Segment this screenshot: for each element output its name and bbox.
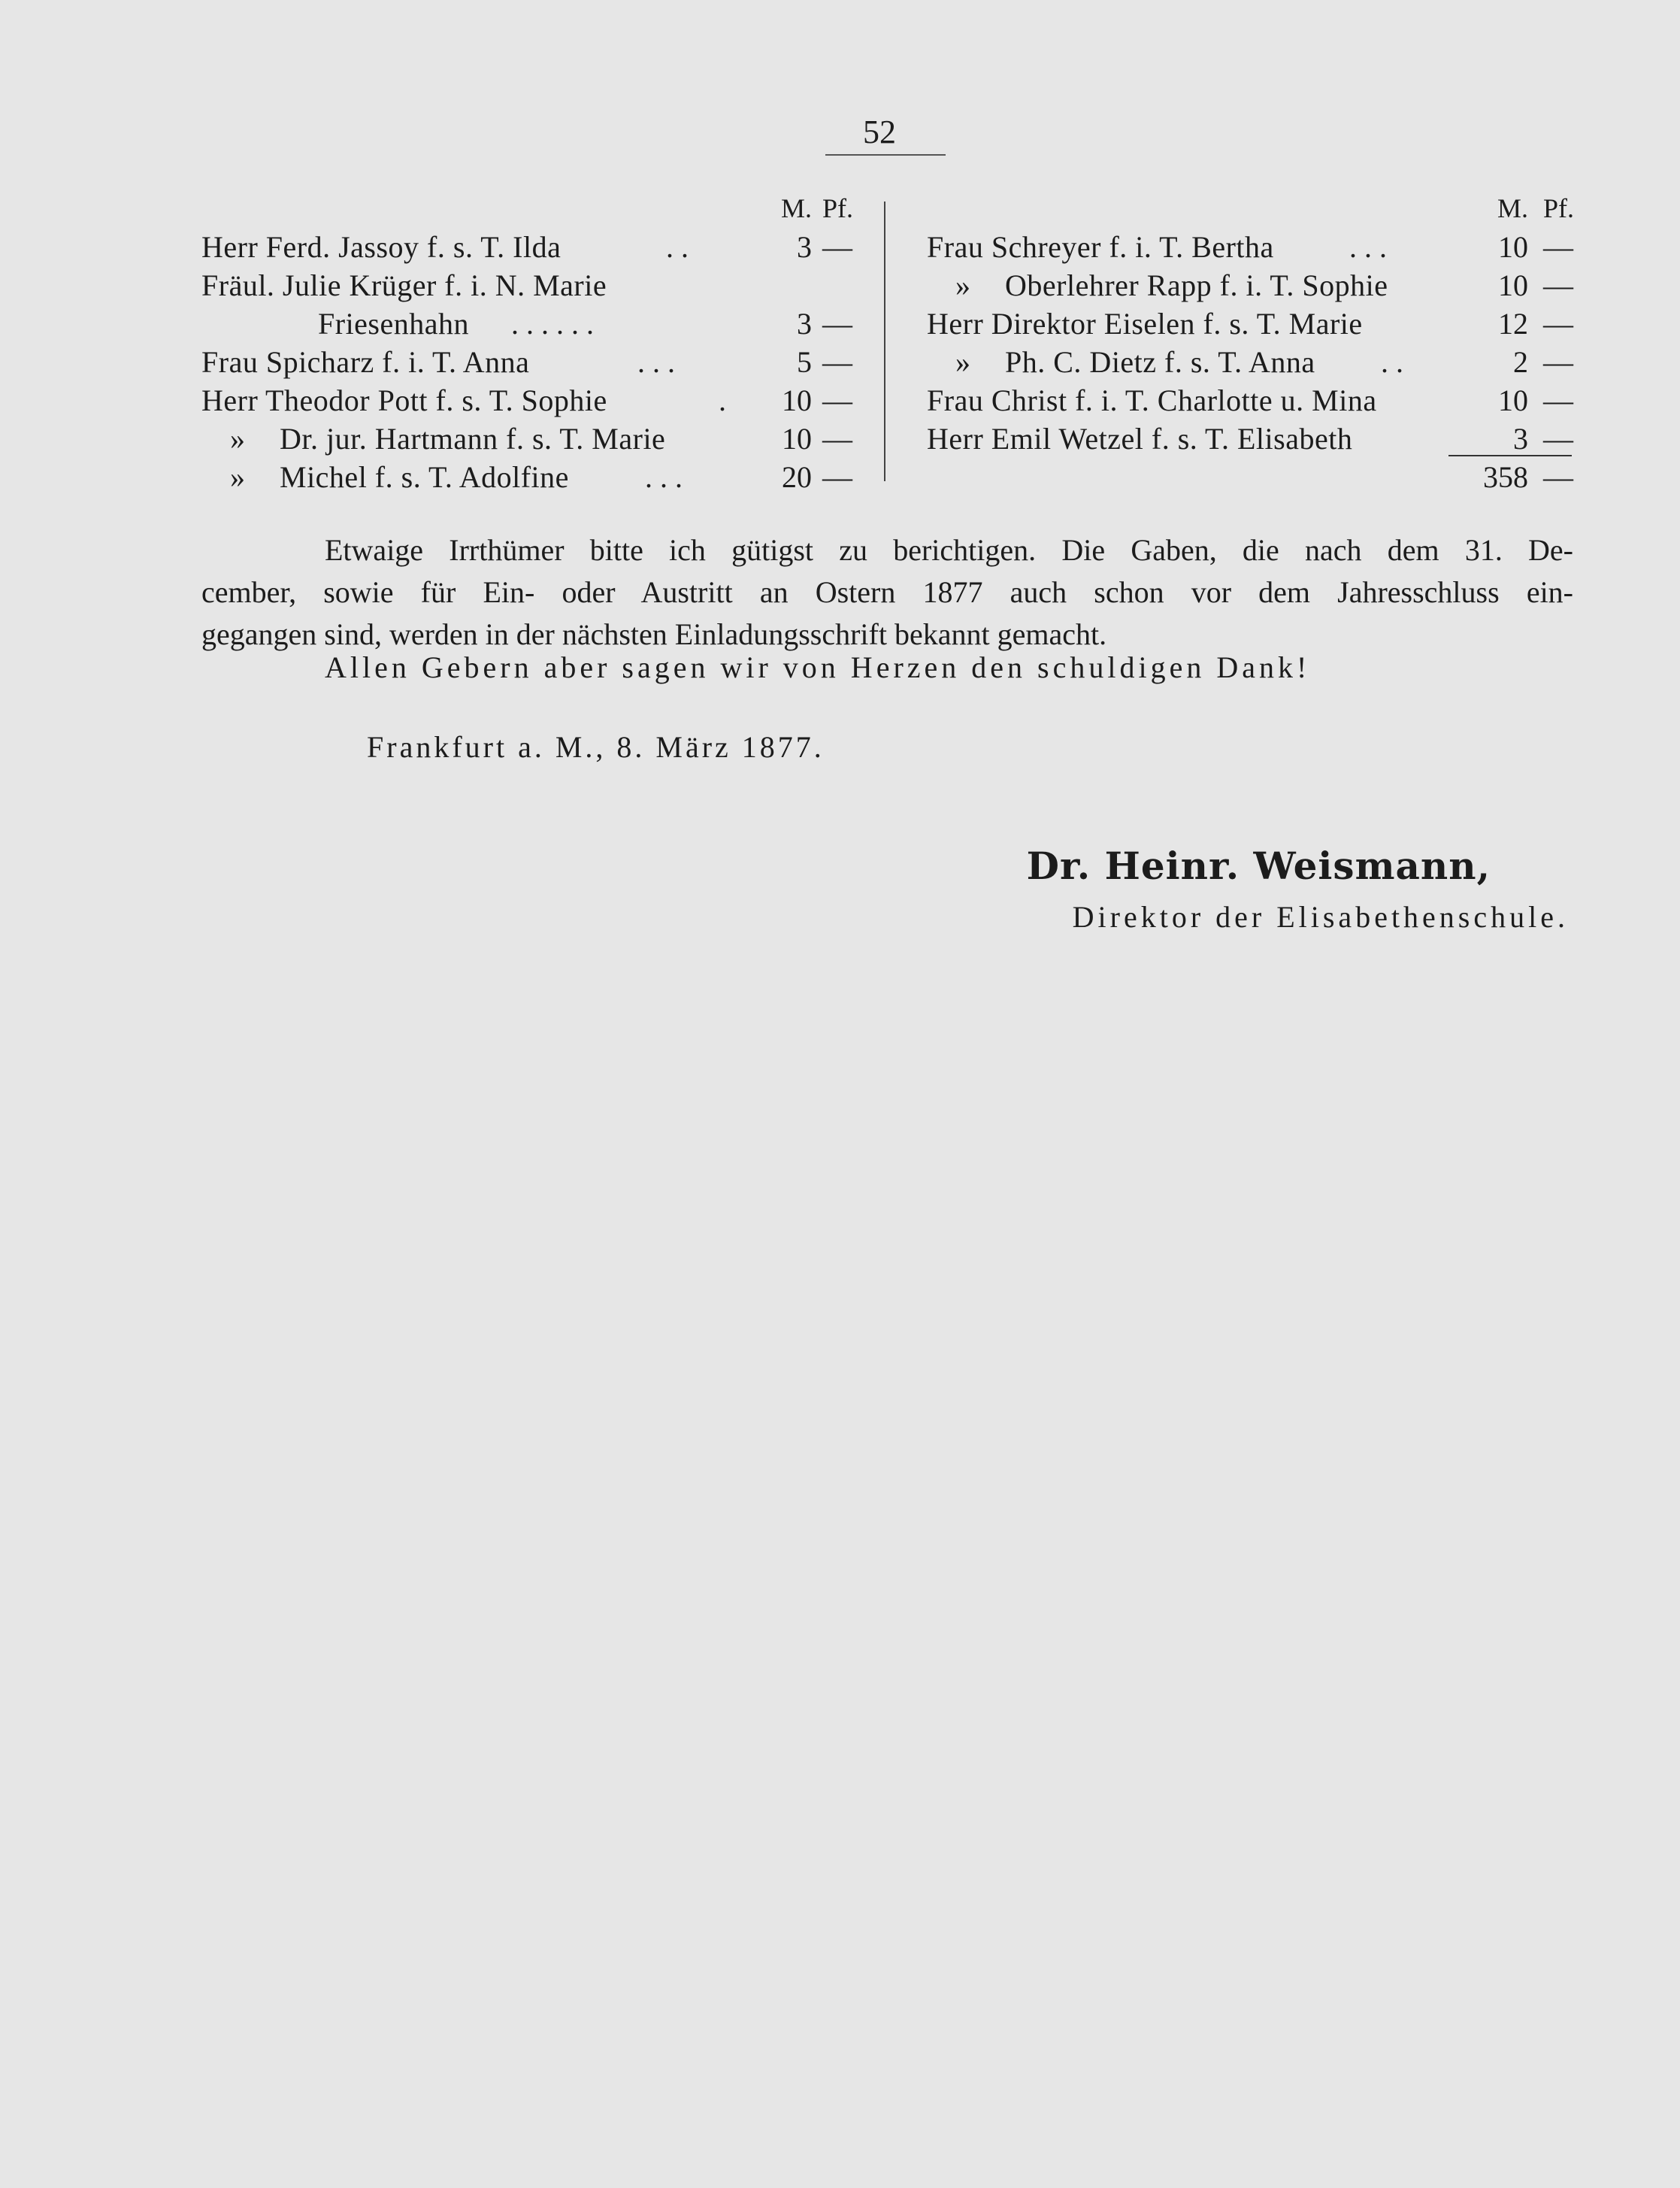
amount-m: 5 [797,345,812,379]
leader-dots: . . . . . . [511,307,594,341]
amount-m: 10 [782,383,812,417]
dateline: Frankfurt a. M., 8. März 1877. [367,730,825,764]
page-number-rule [825,154,946,156]
amount-m: 3 [1513,422,1528,456]
donor-name: Herr Direktor Eiselen f. s. T. Marie [927,307,1363,341]
amount-pf: — [1543,268,1573,302]
page-number: 52 [863,114,896,150]
ditto-mark: » [230,422,246,456]
notice-line: gegangen sind, werden in der nächsten Einladungsschrift bekannt gemacht. [201,617,1107,651]
list-item [927,228,1573,266]
header-pf: Pf. [1543,193,1575,223]
donor-name: Herr Emil Wetzel f. s. T. Elisabeth [927,422,1353,456]
header-m: M. [1497,193,1528,223]
amount-pf: — [822,460,852,494]
list-item [927,343,1573,381]
amount-m: 3 [797,230,812,264]
amount-m: 10 [1498,230,1528,264]
donor-name: Oberlehrer Rapp f. i. T. Sophie [1005,268,1388,302]
amount-pf: — [1543,307,1573,341]
amount-pf: — [1543,383,1573,417]
amount-pf: — [822,383,852,417]
amount-m: 3 [797,307,812,341]
donor-name: Frau Schreyer f. i. T. Bertha [927,230,1274,264]
column-header [201,189,854,228]
total-m: 358 [1483,460,1528,494]
list-item [201,458,852,496]
signature-title: Direktor der Elisabethenschule. [1072,900,1569,934]
leader-dots: . . . [1349,230,1387,264]
list-item [201,381,852,420]
amount-m: 12 [1498,307,1528,341]
ditto-mark: » [955,268,971,302]
right-column [927,189,1573,496]
list-item [201,266,849,305]
amount-pf: — [822,230,852,264]
signature-name: Dr. Heinr. Weismann, [1026,844,1491,888]
donor-name: Herr Theodor Pott f. s. T. Sophie [201,383,607,417]
left-column [201,189,854,496]
sum-rule [1448,455,1572,456]
ditto-mark: » [955,345,971,379]
amount-pf: — [1543,230,1573,264]
list-item [927,420,1573,458]
amount-pf: — [1543,422,1573,456]
donor-name: Herr Ferd. Jassoy f. s. T. Ilda [201,230,562,264]
leader-dots: . . . [637,345,675,379]
column-header [927,189,1573,228]
notice-line: cember, sowie für Ein- oder Austritt an Ostern 1877 auch schon vor dem Jahresschluss ein- [201,575,1573,609]
donor-name: Michel f. s. T. Adolfine [280,460,569,494]
list-item [927,381,1573,420]
list-item [201,343,852,381]
donor-name: Dr. jur. Hartmann f. s. T. Marie [280,422,666,456]
amount-m: 10 [1498,268,1528,302]
donor-name: Friesenhahn [318,307,470,341]
header-pf: Pf. [822,193,854,223]
leader-dots: . . [666,230,689,264]
list-item [201,420,852,458]
leader-dots: . . [1381,345,1403,379]
ditto-mark: » [230,460,246,494]
amount-m: 2 [1513,345,1528,379]
amount-m: 20 [782,460,812,494]
donor-name: Frau Spicharz f. i. T. Anna [201,345,530,379]
thanks-line: Allen Gebern aber sagen wir von Herzen den schuldigen Dank! [325,650,1311,684]
donor-name: Ph. C. Dietz f. s. T. Anna [1005,345,1315,379]
notice-line: Etwaige Irrthümer bitte ich gütigst zu berichtigen. Die Gaben, die nach dem 31. De- [325,533,1573,567]
total-pf: — [1543,460,1573,494]
list-item [201,305,852,343]
amount-m: 10 [782,422,812,456]
list-item [927,266,1573,305]
donor-name: Fräul. Julie Krüger f. i. N. Marie [201,268,607,302]
leader-dots: . [719,383,726,417]
amount-pf: — [1543,345,1573,379]
header-m: M. [780,193,812,223]
amount-m: 10 [1498,383,1528,417]
amount-pf: — [822,307,852,341]
leader-dots: . . . [645,460,683,494]
total-row [927,458,1573,496]
list-item [927,305,1573,343]
amount-pf: — [822,422,852,456]
notice-paragraph [201,529,1573,656]
amount-pf: — [822,345,852,379]
column-divider [884,202,885,481]
donor-name: Frau Christ f. i. T. Charlotte u. Mina [927,383,1377,417]
list-item [201,228,852,266]
